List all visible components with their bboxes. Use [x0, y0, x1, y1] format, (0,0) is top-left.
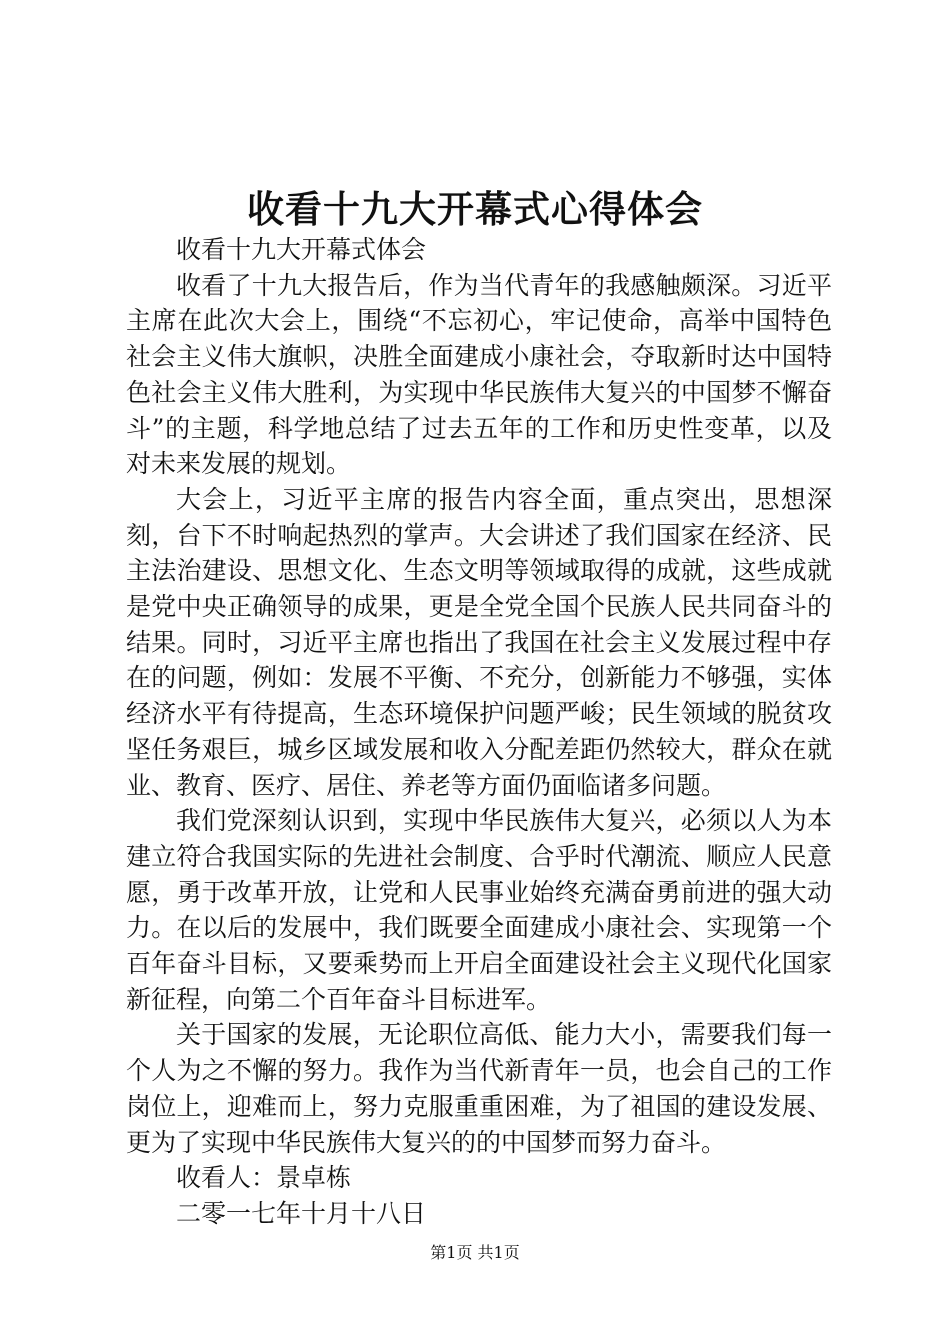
paragraph: 大会上，习近平主席的报告内容全面，重点突出，思想深刻，台下不时响起热烈的掌声。大会讲述了我们国家在经济、民主法治建设、思想文化、生态文明等领域取得的成就，这些成就是党中央正确领导的成果，更是全党全国个民族人民共同奋斗的结果。同时，习近平主席也指出了我国在社会主义发展过程中存在的问题，例如：发展不平衡、不充分，创新能力不够强，实体经济水平有待提高，生态环境保护问题严峻；民生领域的脱贫攻坚任务艰巨，城乡区域发展和收入分配差距仍然较大，群众在就业、教育、医疗、居住、养老等方面仍面临诸多问题。 — [126, 484, 832, 800]
page-footer: 第1页 共1页 — [430, 1243, 520, 1262]
document-title: 收看十九大开幕式心得体会 — [247, 187, 703, 231]
document-body — [126, 232, 832, 1232]
paragraph: 收看了十九大报告后，作为当代青年的我感触颇深。习近平主席在此次大会上，围绕“不忘初心，牢记使命，高举中国特色社会主义伟大旗帜，决胜全面建成小康社会，夺取新时达中国特色社会主义伟大胜利，为实现中华民族伟大复兴的中国梦不懈奋斗”的主题，科学地总结了过去五年的工作和历史性变革，以及对未来发展的规划。 — [126, 270, 832, 479]
document-subtitle: 收看十九大开幕式体会 — [176, 235, 427, 264]
document-date: 二零一七年十月十八日 — [176, 1198, 427, 1228]
paragraph: 我们党深刻认识到，实现中华民族伟大复兴，必须以人为本建立符合我国实际的先进社会制度、合乎时代潮流、顺应人民意愿，勇于改革开放，让党和人民事业始终充满奋勇前进的强大动力。在以后的发展中，我们既要全面建成小康社会、实现第一个百年奋斗目标，又要乘势而上开启全面建设社会主义现代化国家新征程，向第二个百年奋斗目标进军。 — [126, 806, 832, 1014]
signature: 收看人：景卓栋 — [176, 1163, 352, 1193]
paragraph: 关于国家的发展，无论职位高低、能力大小，需要我们每一个人为之不懈的努力。我作为当代新青年一员，也会自己的工作岗位上，迎难而上，努力克服重重困难，为了祖国的建设发展、更为了实现中华民族伟大复兴的的中国梦而努力奋斗。 — [126, 1020, 832, 1157]
